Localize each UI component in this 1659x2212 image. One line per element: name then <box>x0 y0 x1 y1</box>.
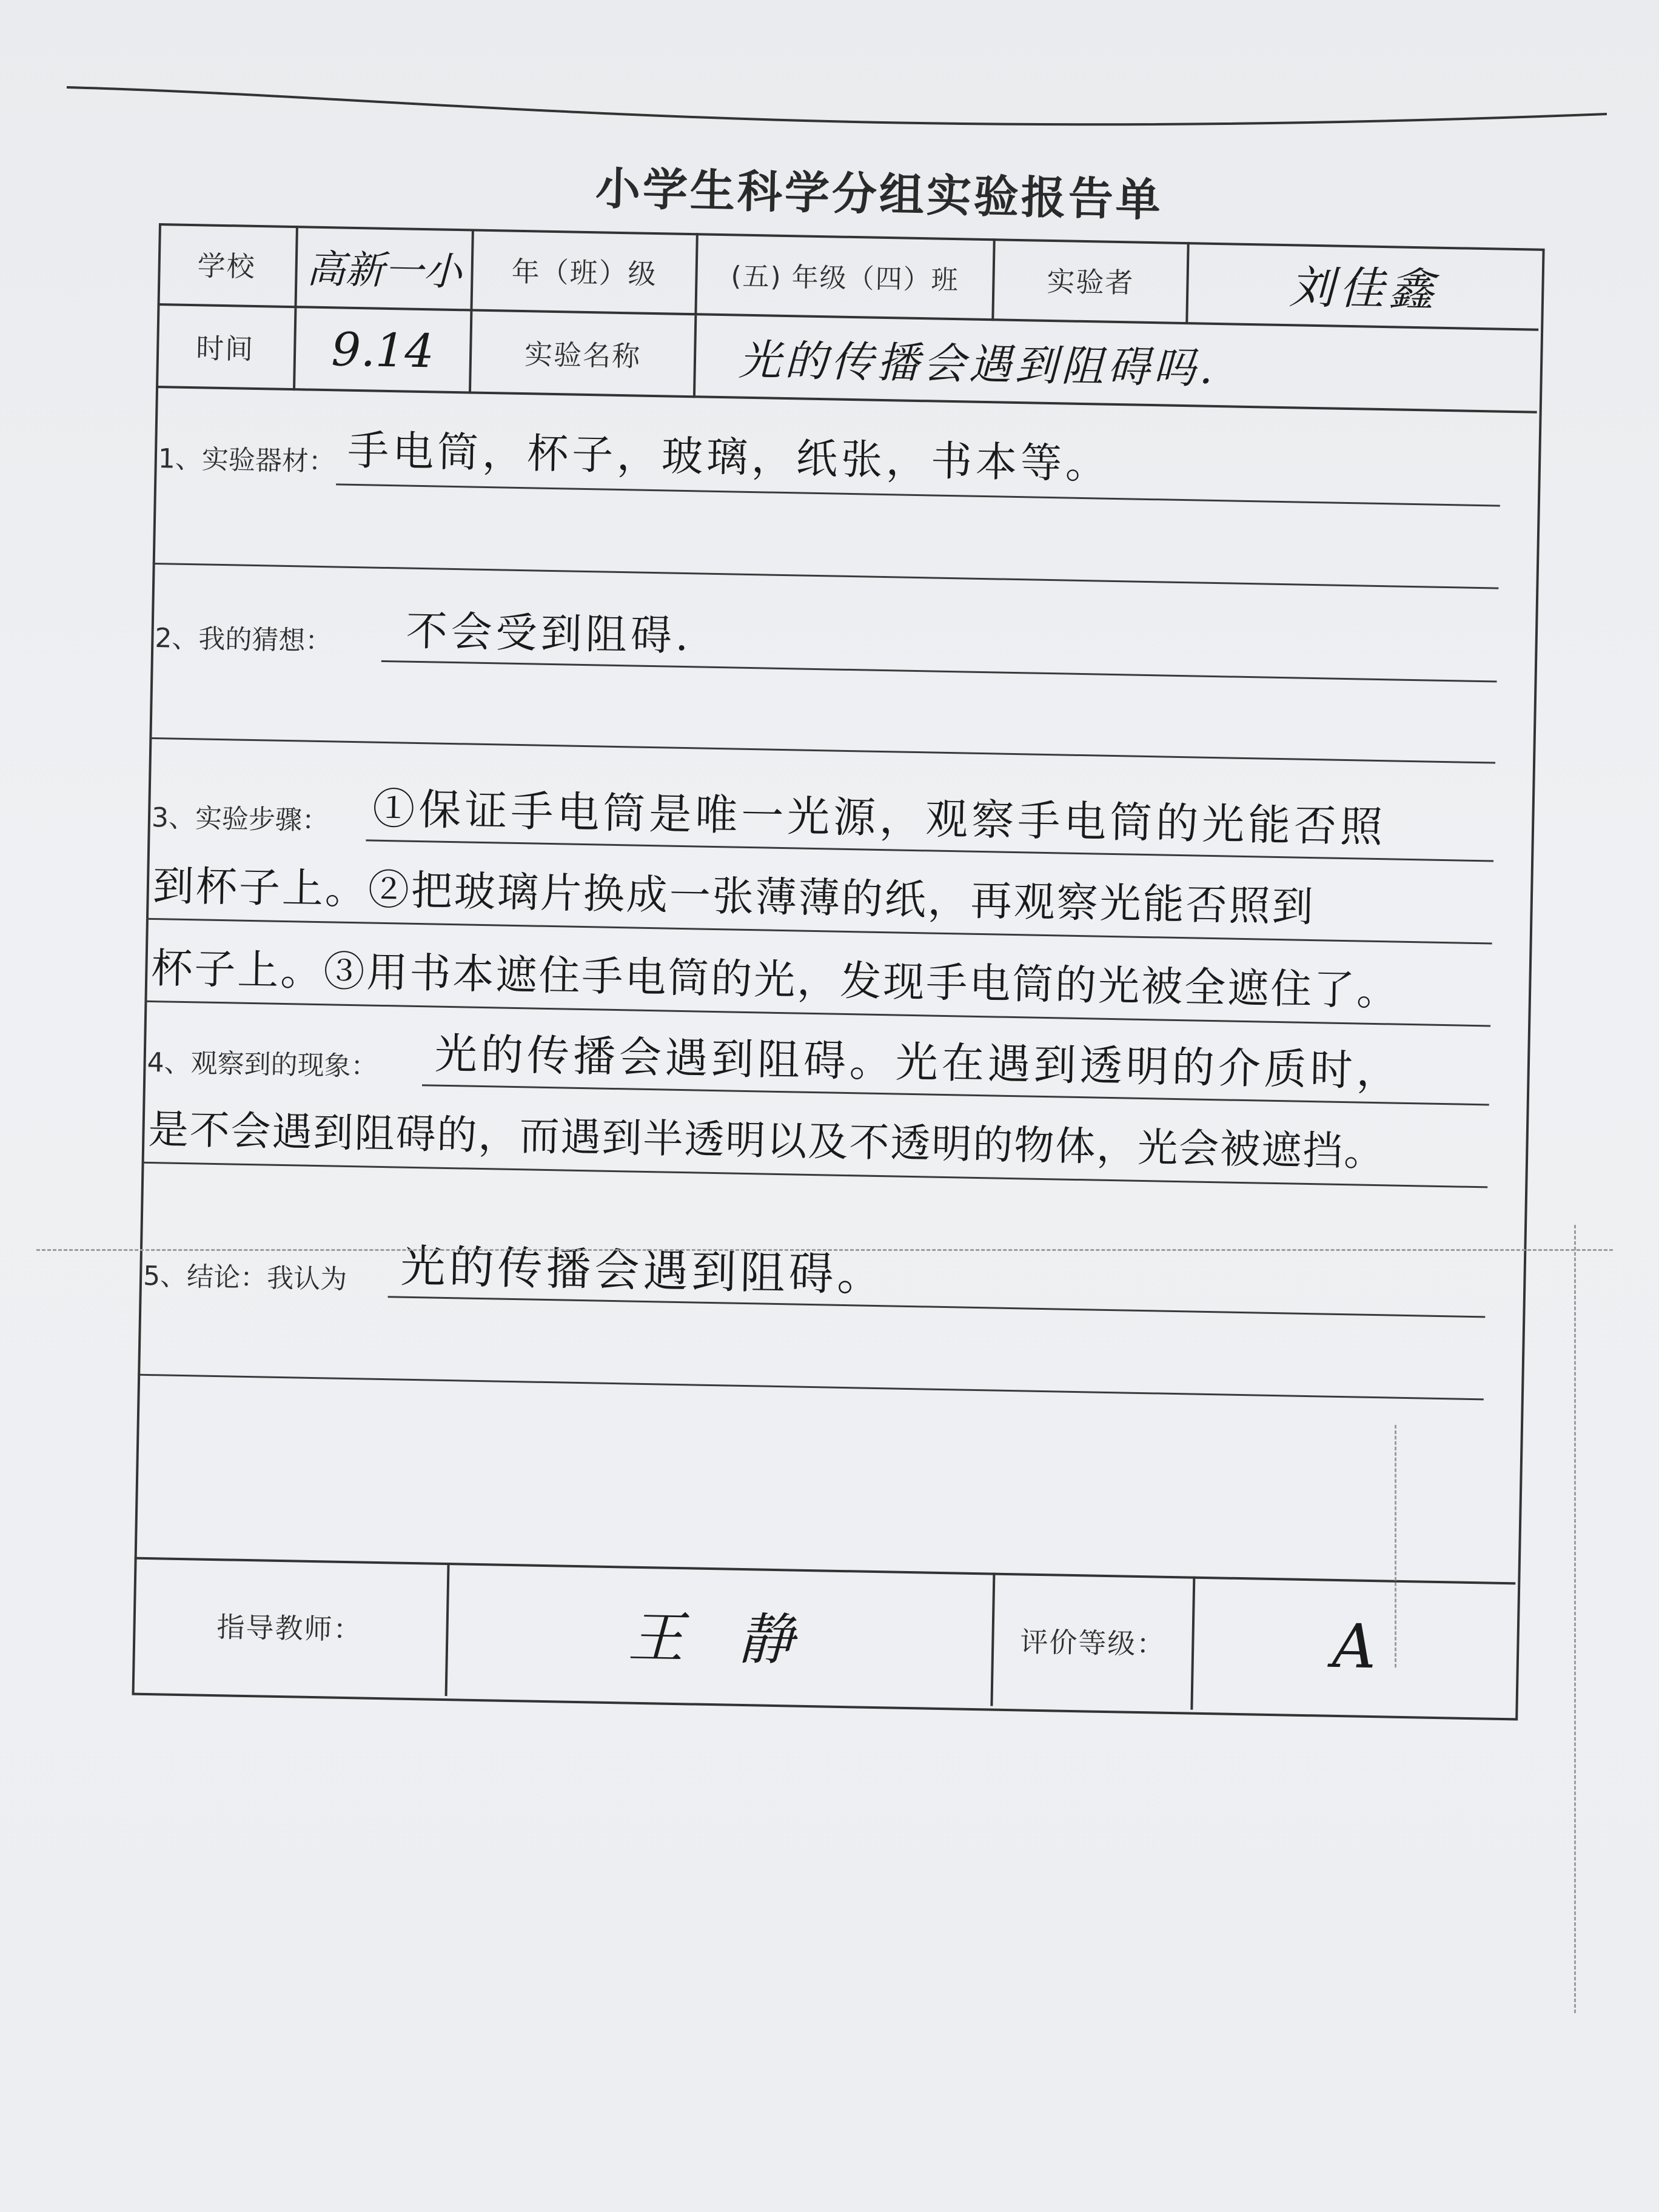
materials-value: 手电筒，杯子，玻璃，纸张，书本等。 <box>347 426 1111 489</box>
steps-line-1: ①保证手电筒是唯一光源，观察手电筒的光能否照 <box>372 783 1387 853</box>
guess-label: 2、我的猜想： <box>154 622 332 657</box>
grade-eval-label: 评价等级： <box>1019 1625 1166 1661</box>
grade-eval-value-cell <box>1193 1577 1515 1716</box>
time-label-cell <box>156 306 297 390</box>
grade-label-cell <box>472 229 698 316</box>
experimenter-value: 刘佳鑫 <box>1289 261 1439 317</box>
report-form <box>132 223 1547 1722</box>
time-label: 时间 <box>195 332 255 366</box>
report-title: 小学生科学分组实验报告单 <box>595 163 1164 227</box>
grade-value-cell <box>697 233 995 321</box>
grade-eval-value: A <box>1332 1610 1377 1682</box>
teacher-value-cell <box>447 1563 996 1706</box>
exp-name-label-cell <box>471 312 697 398</box>
school-label-cell <box>158 223 298 308</box>
exp-name-label: 实验名称 <box>524 338 642 373</box>
experimenter-label-cell <box>994 238 1189 324</box>
steps-line-3: 杯子上。③用书本遮住手电筒的光，发现手电筒的光被全遮住了。 <box>150 944 1400 1016</box>
exp-name-value: 光的传播会遇到阻碍吗. <box>738 335 1217 394</box>
teacher-value: 王 静 <box>627 1604 813 1674</box>
conclusion-value: 光的传播会遇到阻碍。 <box>400 1240 886 1302</box>
conclusion-label: 5、结论：我认为 <box>142 1260 347 1295</box>
time-value: 9.14 <box>330 321 435 378</box>
phenomena-label: 4、观察到的现象： <box>147 1047 378 1082</box>
teacher-label: 指导教师： <box>216 1610 363 1646</box>
school-label: 学校 <box>197 249 256 283</box>
phenomena-line-2: 是不会遇到阻碍的，而遇到半透明以及不透明的物体，光会被遮挡。 <box>147 1105 1386 1176</box>
guess-value: 不会受到阻碍. <box>406 607 693 661</box>
bleed-mark-vertical-2 <box>1574 1225 1576 2013</box>
exp-name-value-cell <box>695 315 1538 413</box>
teacher-label-cell <box>132 1557 450 1696</box>
experimenter-label: 实验者 <box>1046 264 1134 300</box>
grade-value: (五) 年级（四）班 <box>730 261 960 297</box>
bleed-mark-vertical-1 <box>1395 1425 1396 1667</box>
phenomena-line-1: 光的传播会遇到阻碍。光在遇到透明的介质时， <box>434 1028 1403 1096</box>
steps-label: 3、实验步骤： <box>151 802 329 837</box>
materials-label: 1、实验器材： <box>158 443 336 478</box>
experimenter-value-cell <box>1188 242 1540 331</box>
school-value: 高新一小 <box>306 247 463 295</box>
steps-line-2: 到杯子上。②把玻璃片换成一张薄薄的纸，再观察光能否照到 <box>152 862 1316 932</box>
grade-eval-label-cell <box>993 1573 1195 1710</box>
time-value-cell <box>295 308 472 394</box>
bleed-mark-horizontal <box>36 1249 1613 1251</box>
grade-label: 年（班）级 <box>511 255 658 291</box>
school-value-cell <box>297 226 474 311</box>
page-top-rule <box>67 85 1607 158</box>
